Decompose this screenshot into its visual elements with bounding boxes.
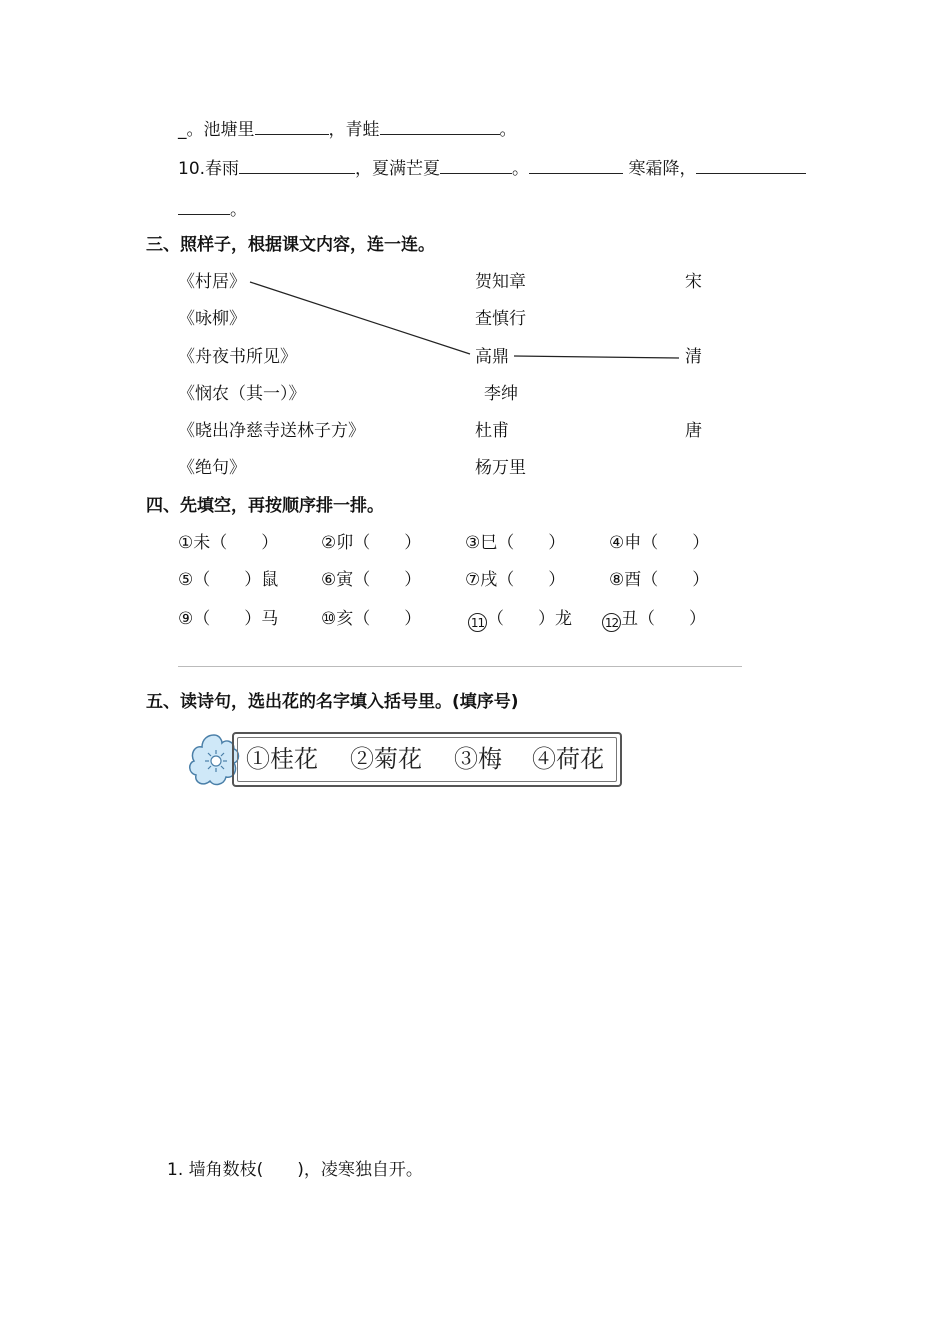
zodiac-cell[interactable]: ③巳（ ）: [465, 533, 566, 553]
author-item[interactable]: 高鼎: [475, 347, 509, 367]
question-1[interactable]: 1. 墙角数枝( )，凌寒独自开。: [167, 1160, 423, 1180]
zodiac-cell[interactable]: ⑤（ ）鼠: [178, 570, 279, 590]
zodiac-cell[interactable]: ⑧酉（ ）: [609, 570, 710, 590]
flower-option: ③梅: [454, 745, 502, 773]
zodiac-cell-text: 丑（ ）: [621, 609, 706, 629]
zodiac-cell[interactable]: ⑩亥（ ）: [321, 609, 422, 629]
zodiac-cell[interactable]: [602, 608, 706, 632]
fill-text: 寒霜降，: [623, 159, 697, 179]
example-connector-lines: [0, 0, 950, 500]
poem-item[interactable]: 《悯农（其一）》: [178, 384, 306, 404]
fill-text: _。池塘里: [178, 120, 255, 140]
poem-item[interactable]: 《舟夜书所见》: [178, 347, 297, 367]
author-item[interactable]: 李绅: [484, 384, 518, 404]
fill-text: 10.春雨: [178, 159, 240, 179]
zodiac-cell[interactable]: ⑦戌（ ）: [465, 570, 566, 590]
poem-item[interactable]: 《晓出净慈寺送林子方》: [178, 421, 365, 441]
author-item[interactable]: 杜甫: [475, 421, 509, 441]
zodiac-cell[interactable]: ④申（ ）: [609, 533, 710, 553]
zodiac-cell[interactable]: [468, 608, 572, 632]
zodiac-cell[interactable]: ⑨（ ）马: [178, 609, 279, 629]
author-item[interactable]: 查慎行: [475, 309, 526, 329]
connector-line: [250, 282, 470, 354]
author-item[interactable]: 杨万里: [475, 458, 526, 478]
fill-text: ，青蛙: [328, 120, 380, 140]
author-item[interactable]: 贺知章: [475, 272, 526, 292]
fill-text: 。: [230, 200, 247, 220]
poem-item[interactable]: 《村居》: [178, 272, 246, 292]
poem-item[interactable]: 《绝句》: [178, 458, 246, 478]
dynasty-item[interactable]: 宋: [685, 272, 702, 292]
circled-number: 11: [468, 613, 487, 632]
flower-option: ④荷花: [532, 745, 604, 773]
zodiac-cell-text: （ ）龙: [487, 609, 572, 629]
fill-text: 。: [512, 159, 530, 179]
section-3-title: 三、照样子，根据课文内容，连一连。: [146, 235, 435, 255]
section-5-title: 五、读诗句，选出花的名字填入括号里。(填序号): [146, 692, 519, 712]
zodiac-cell[interactable]: ②卯（ ）: [321, 533, 422, 553]
divider: [178, 666, 742, 667]
fill-text: ，夏满芒夏: [355, 159, 441, 179]
poem-item[interactable]: 《咏柳》: [178, 309, 246, 329]
fill-text: 。: [499, 120, 517, 140]
flower-option: ②菊花: [350, 745, 422, 773]
flower-option: ①桂花: [246, 745, 318, 773]
section-4-title: 四、先填空，再按顺序排一排。: [146, 496, 384, 516]
zodiac-cell[interactable]: ①未（ ）: [178, 533, 279, 553]
dynasty-item[interactable]: 清: [685, 347, 702, 367]
circled-number: 12: [602, 613, 621, 632]
dynasty-item[interactable]: 唐: [685, 421, 702, 441]
zodiac-cell[interactable]: ⑥寅（ ）: [321, 570, 422, 590]
connector-line: [514, 356, 679, 358]
